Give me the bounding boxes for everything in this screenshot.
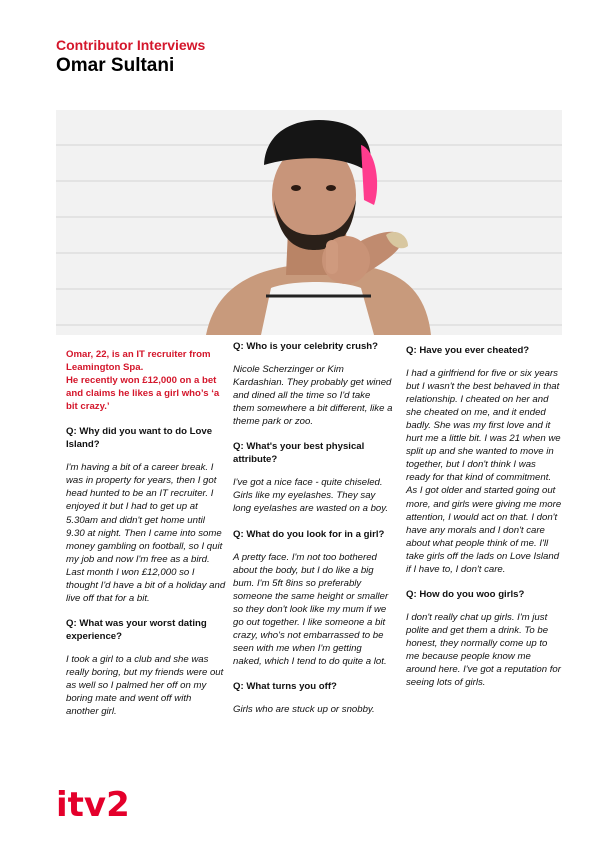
question: Q: What's your best physical attribute? [233, 441, 365, 466]
itv2-logo [56, 784, 146, 829]
question: Q: What turns you off? [233, 680, 337, 692]
intro-text: Omar, 22, is an IT recruiter from Leamington Spa. [66, 349, 211, 374]
answer: I don't really chat up girls. I'm just polite and get them a drink. To be honest, they normally come up to me because people know me around here. I've got a reputation for seeing lots of girls. [406, 611, 561, 689]
section-kicker: Contributor Interviews [56, 37, 206, 53]
answer: Nicole Scherzinger or Kim Kardashian. They probably get wined and dined all the time so I'd take them somewhere a bit different, like a theme park or zoo. [233, 364, 393, 428]
question: Q: What was your worst dating experience? [66, 617, 207, 642]
question: Q: Have you ever cheated? [406, 345, 530, 356]
contributor-photo [56, 110, 562, 335]
question: Q: How do you woo girls? [406, 588, 525, 600]
answer: Girls who are stuck up or snobby. [233, 704, 375, 716]
itv2-logo-text: itv2 [56, 785, 130, 824]
question: Q: Who is your celebrity crush? [233, 341, 378, 352]
answer: A pretty face. I'm not too bothered about the body, but I do like a big bum. I'm 5ft 8ins so preferably someone the same height or smaller so they don't look like my mum if we go out together. I like someone a bit crazy, who's not embarrassed to be seen with me when I'm getting naked, which I tend to do quite a lot. [233, 551, 389, 667]
answer: I had a girlfriend for five or six years but I wasn't the best behaved in that relationship. I cheated on her and she cheated on me, and it ended badly. She was my first love and it hurt me a little bit. I was 21 when we split up and she wanted to move in together, but I don't think I was ready for that kind of commitment. As I got older and started going out more, and girls were giving me more attention, I would act on that. I don't have any morals and I don't care about what people think of me. I'll take girls off the lads on Love Island if I have to, I don't care. [406, 368, 562, 575]
question: Q: What do you look for in a girl? [233, 528, 385, 540]
column-1 [66, 340, 226, 718]
answer: I'm having a bit of a career break. I was in property for years, then I got head hunted to be an IT recruiter. I enjoyed it but I had to get up at 5.30am and didn't get home until 9.30 at night. Then I came into some money gambling on football, so I quit my job and now I'm free as a bird. Last month I won £12,000 so I thought I'd have a bit of a holiday and live off that for a bit. [66, 462, 226, 604]
column-3 [406, 340, 562, 689]
man-pointing-illustration [56, 110, 562, 335]
column-2 [233, 340, 393, 716]
answer: I've got a nice face - quite chiseled. Girls like my eyelashes. They say long eyelashes are wasted on a boy. [233, 477, 389, 515]
question: Q: Why did you want to do Love Island? [66, 426, 213, 451]
intro-text: He recently won £12,000 on a bet and claims he likes a girl who’s ‘a bit crazy.’ [66, 375, 220, 413]
answer: I took a girl to a club and she was really boring, but my friends were out as well so I palmed her off on my boring mate and went off with another girl. [66, 653, 224, 718]
page-title: Omar Sultani [56, 55, 175, 76]
